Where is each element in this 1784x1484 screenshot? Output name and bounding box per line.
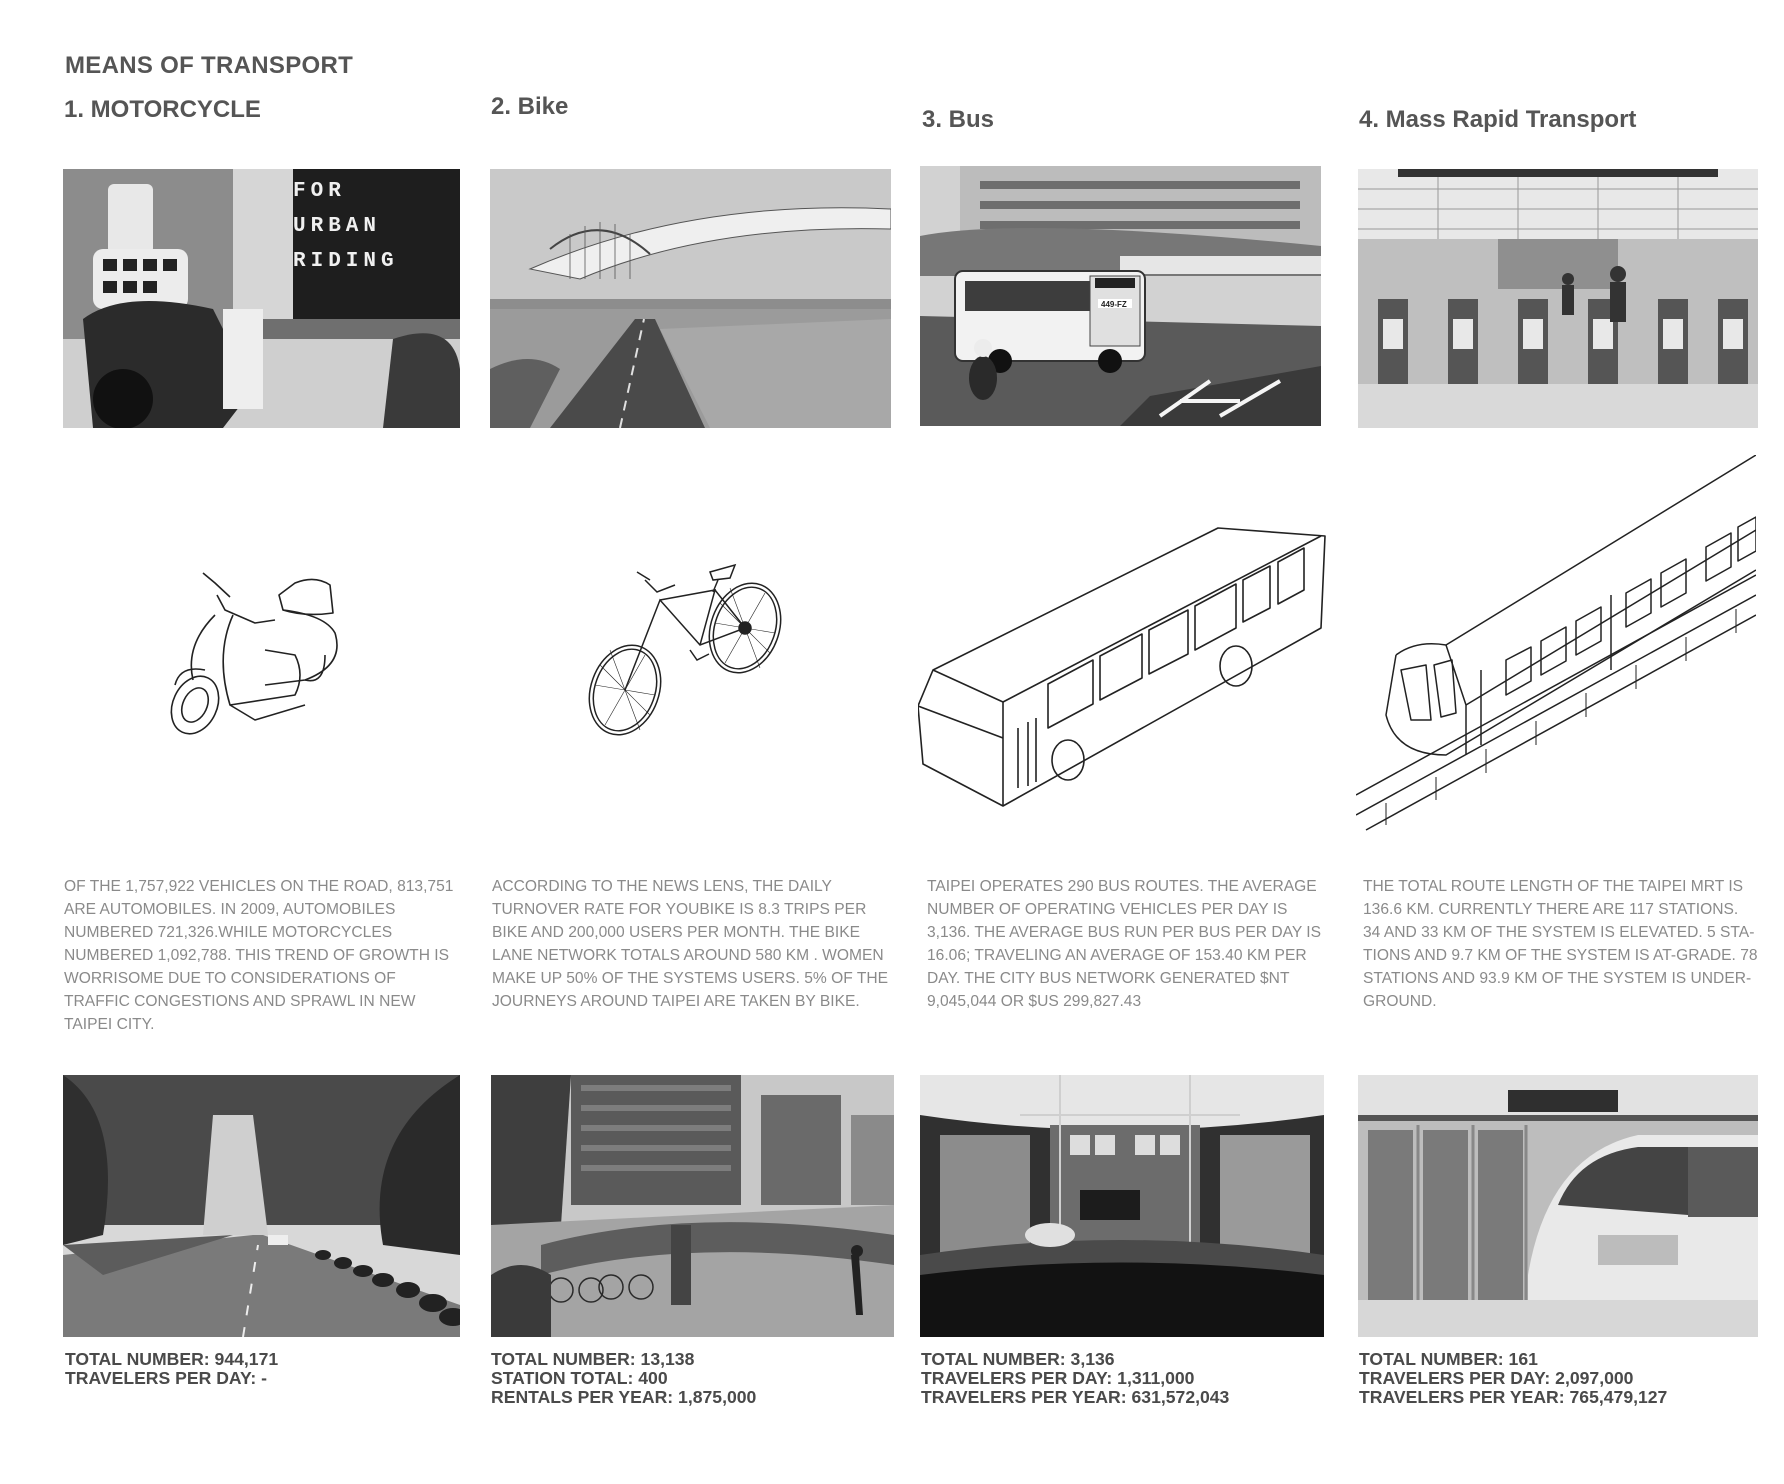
motorcycle-stats xyxy=(65,1350,278,1388)
bus-stats xyxy=(921,1350,1229,1407)
mrt-stats xyxy=(1359,1350,1667,1407)
bus-travelers-per-year: TRAVELERS PER YEAR: 631,572,043 xyxy=(921,1387,1230,1407)
mrt-travelers-per-year: TRAVELERS PER YEAR: 765,479,127 xyxy=(1359,1387,1668,1407)
mrt-total-number: TOTAL NUMBER: 161 xyxy=(1359,1349,1538,1369)
scooter-line-drawing xyxy=(155,555,365,745)
bus-travelers-per-day: TRAVELERS PER DAY: 1,311,000 xyxy=(921,1368,1195,1388)
bus-line-drawing xyxy=(918,488,1330,810)
photo-sign-line-2: URBAN xyxy=(293,215,382,238)
column-title-bus: 3. Bus xyxy=(922,106,995,133)
bus-interior-photo xyxy=(920,1075,1324,1337)
bike-lane-bridge-photo xyxy=(490,169,891,428)
motorcycle-travelers-per-day: TRAVELERS PER DAY: - xyxy=(65,1368,268,1388)
motorcycle-showroom-photo xyxy=(63,169,460,428)
motorcycle-street-photo xyxy=(63,1075,460,1337)
mrt-description: THE TOTAL ROUTE LENGTH OF THE TAIPEI MRT IS 136.6 KM. CURRENTLY THERE ARE 117 STATIONS. 34 AND 33 KM OF THE SYSTEM IS ELEVATED. 5 STA- TIONS AND 9.7 KM OF THE SYSTEM IS AT-GRADE. 78 STATIONS AND 93.9 KM OF THE SYSTEM IS UNDER- GROUND. xyxy=(1363,878,1758,1010)
photo-sign-line-3: RIDING xyxy=(293,250,399,273)
bike-station-total: STATION TOTAL: 400 xyxy=(491,1368,668,1388)
column-title-motorcycle: 1. MOTORCYCLE xyxy=(64,96,261,123)
bike-description: ACCORDING TO THE NEWS LENS, THE DAILY TURNOVER RATE FOR YOUBIKE IS 8.3 TRIPS PER BIKE AND 200,000 USERS PER MONTH. THE BIKE LANE NETWORK TOTALS AROUND 580 KM . WOMEN MAKE UP 50% OF THE SYSTEMS USERS. 5% OF THE JOURNEYS AROUND TAIPEI ARE TAKEN BY BIKE. xyxy=(492,878,889,1010)
bus-total-number: TOTAL NUMBER: 3,136 xyxy=(921,1349,1115,1369)
bus-description: TAIPEI OPERATES 290 BUS ROUTES. THE AVERAGE NUMBER OF OPERATING VEHICLES PER DAY IS 3,136. THE AVERAGE BUS RUN PER BUS PER DAY IS 16.06; TRAVELING AN AVERAGE OF 153.40 KM PER DAY. THE CITY BUS NETWORK GENERATED $NT 9,045,044 OR $US 299,827.43 xyxy=(927,878,1322,1010)
column-title-mrt: 4. Mass Rapid Transport xyxy=(1359,106,1637,133)
mrt-train-line-drawing xyxy=(1356,455,1756,845)
mrt-gates-photo xyxy=(1358,169,1758,428)
bike-total-number: TOTAL NUMBER: 13,138 xyxy=(491,1349,695,1369)
mrt-travelers-per-day: TRAVELERS PER DAY: 2,097,000 xyxy=(1359,1368,1634,1388)
motorcycle-total-number: TOTAL NUMBER: 944,171 xyxy=(65,1349,279,1369)
bike-rentals-per-year: RENTALS PER YEAR: 1,875,000 xyxy=(491,1387,757,1407)
bike-stats xyxy=(491,1350,756,1407)
bus-station-photo xyxy=(920,166,1321,426)
mrt-platform-photo xyxy=(1358,1075,1758,1337)
page-title: MEANS OF TRANSPORT xyxy=(65,52,354,79)
motorcycle-description: OF THE 1,757,922 VEHICLES ON THE ROAD, 813,751 ARE AUTOMOBILES. IN 2009, AUTOMOBILES NUMBERED 721,326.WHILE MOTORCYCLES NUMBERED 1,092,788. THIS TREND OF GROWTH IS WORRISOME DUE TO CONSIDERATIONS OF TRAFFIC CONGESTIONS AND SPRAWL IN NEW TAIPEI CITY. xyxy=(64,878,454,1033)
photo-sign-line-1: FOR xyxy=(293,180,346,203)
column-title-bike: 2. Bike xyxy=(491,93,569,120)
bus-plate-text: 449-FZ xyxy=(1101,300,1127,309)
bike-rental-station-photo xyxy=(491,1075,894,1337)
bicycle-line-drawing xyxy=(585,550,790,740)
